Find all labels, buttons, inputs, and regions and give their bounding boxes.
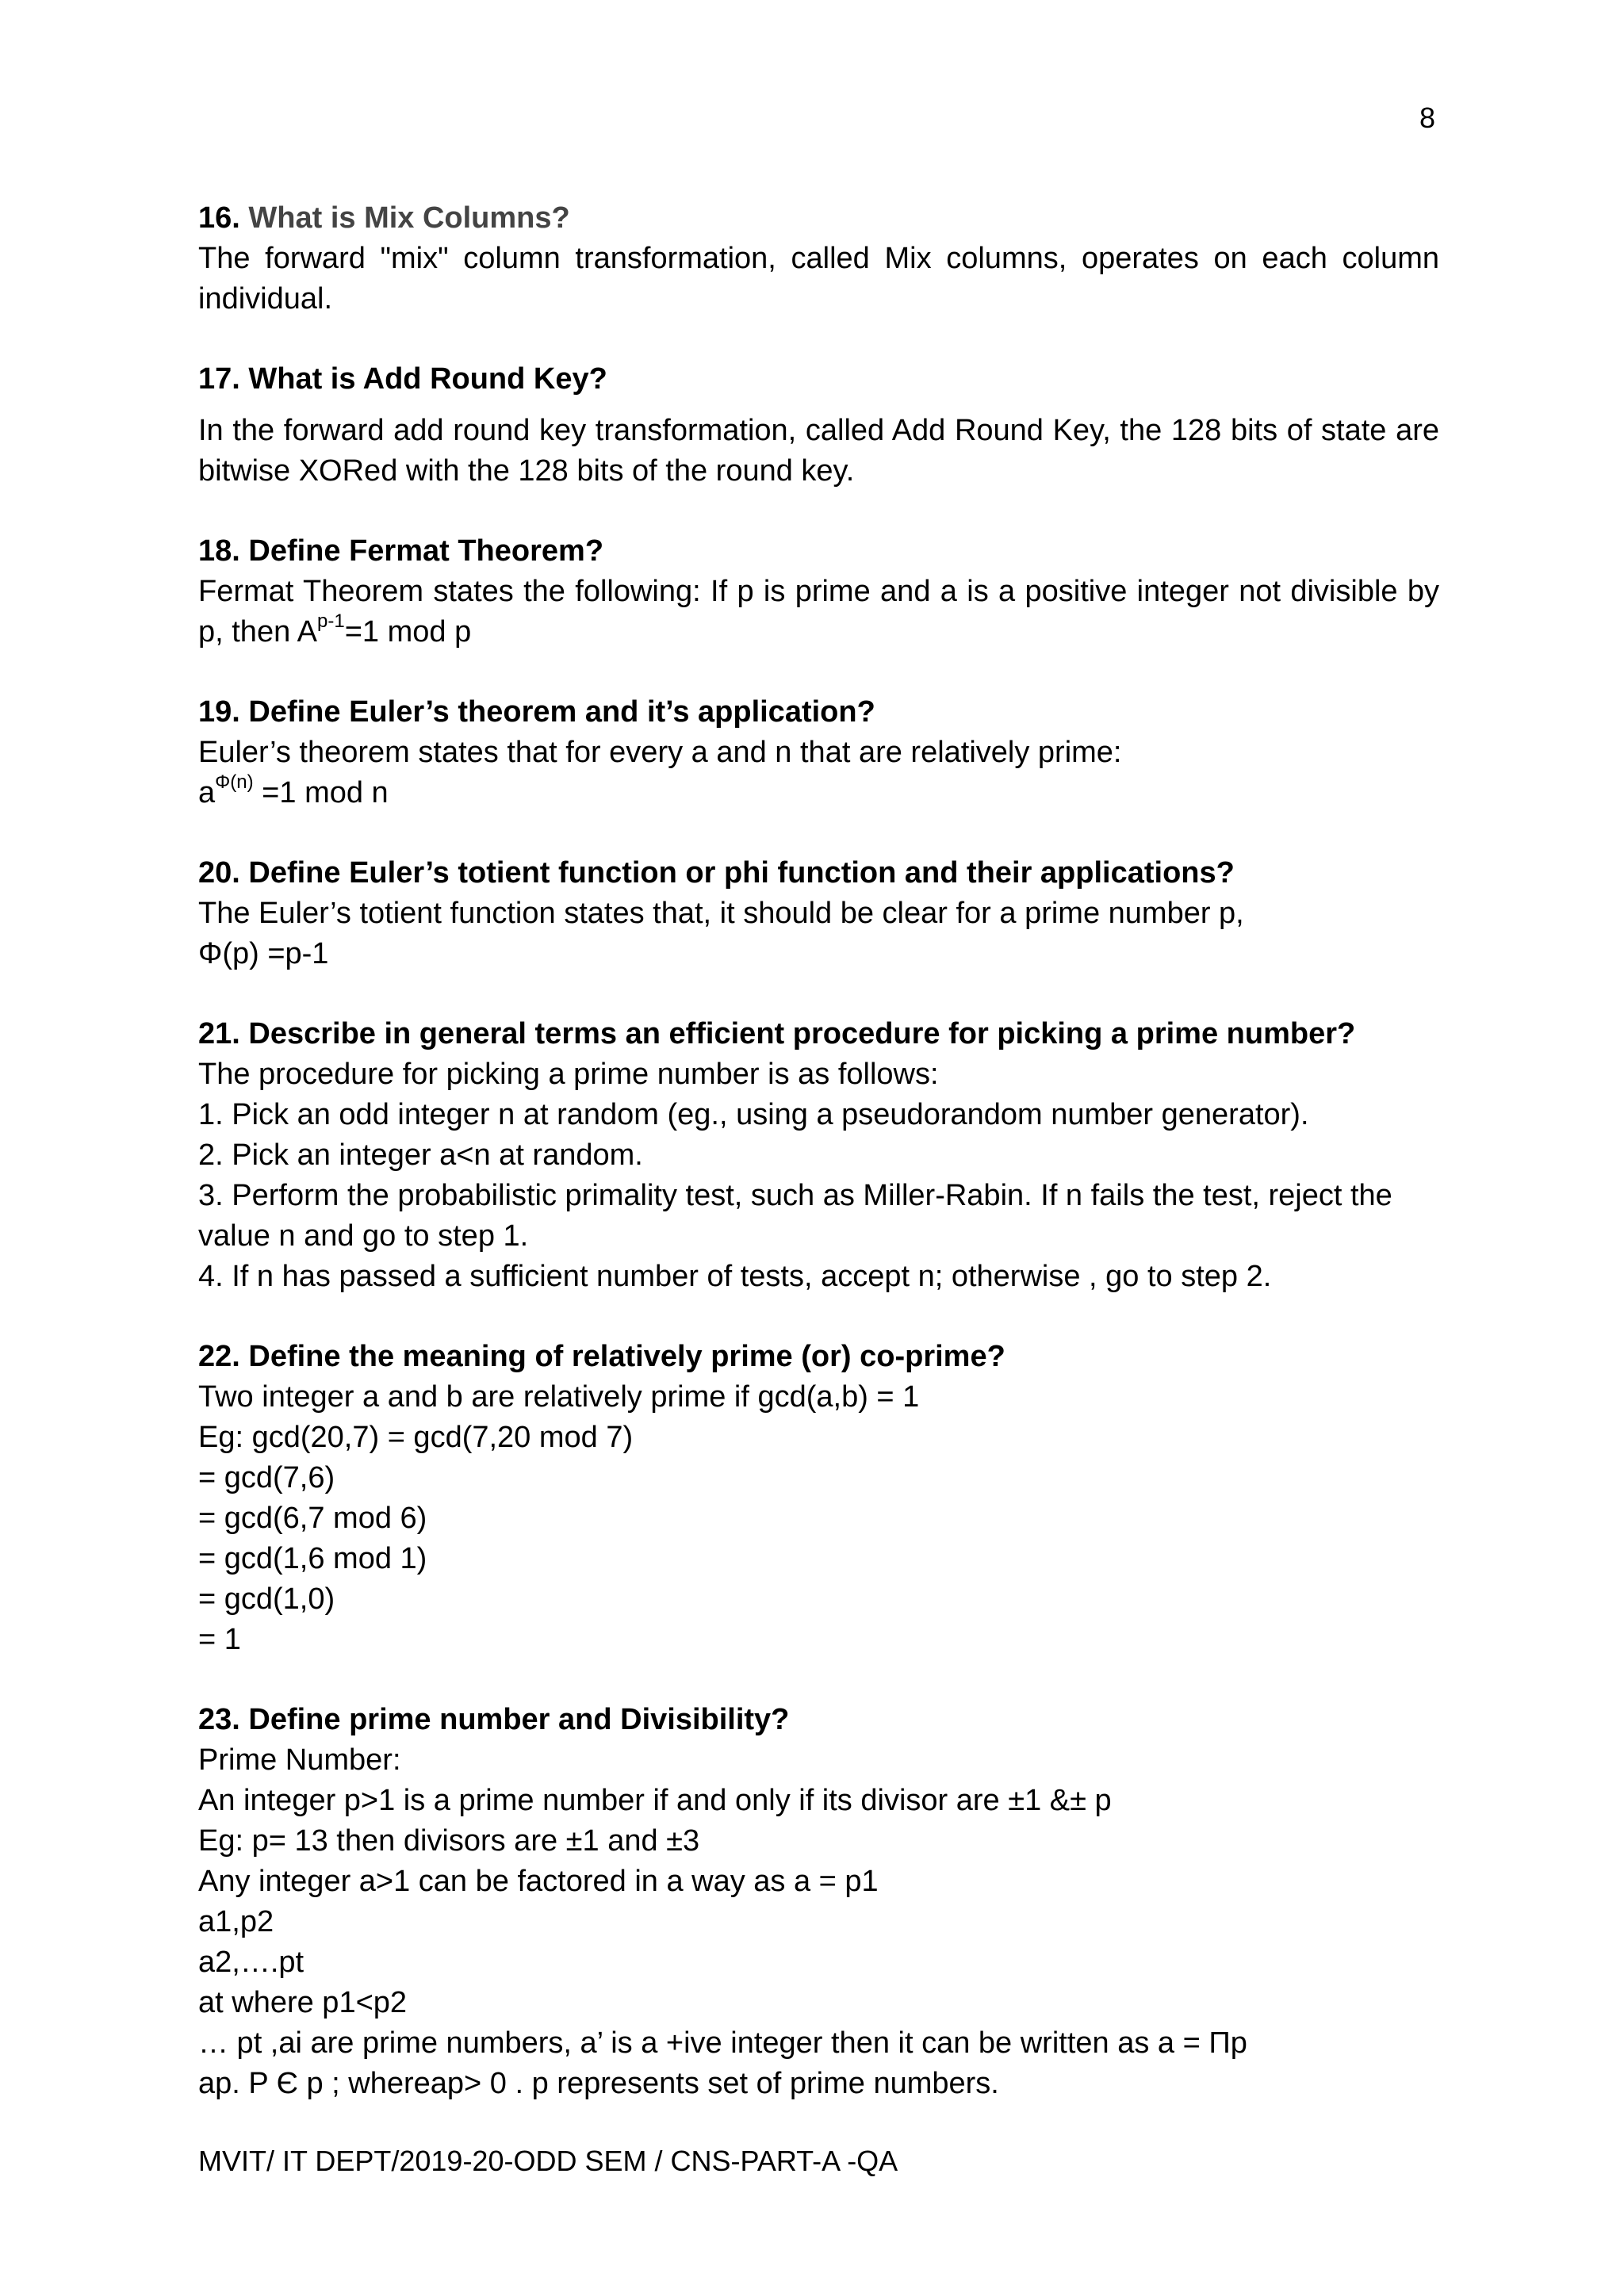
answer-19-rest: =1 mod n [253, 776, 389, 809]
question-23-title: 23. Define prime number and Divisibility? [198, 1703, 790, 1736]
answer-19-formula [198, 773, 1439, 813]
answer-20-formula: Φ(p) =p-1 [198, 937, 329, 970]
answer-21-step: 3. Perform the probabilistic primality test, such as Miller-Rabin. If n fails the test, reject the value n and go to step 1. [198, 1179, 1392, 1253]
answer-21-step: 1. Pick an odd integer n at random (eg., using a pseudorandom number generator). [198, 1098, 1309, 1131]
question-16-text: What is Mix Columns? [248, 201, 570, 235]
answer-18-text: Fermat Theorem states the following: If p is prime and a is a positive integer not divisible by p, then A [198, 575, 1439, 649]
answer-23-line: Any integer a>1 can be factored in a way as a = p1 [198, 1865, 879, 1898]
question-16 [198, 198, 1439, 320]
answer-22-line: = gcd(1,6 mod 1) [198, 1542, 427, 1575]
answer-18 [198, 572, 1439, 652]
answer-23-line: … pt ,ai are prime numbers, a’ is a +ive integer then it can be written as a = Πp [198, 2026, 1247, 2060]
answer-19-base: a [198, 776, 216, 809]
answer-23-line: at where p1<p2 [198, 1986, 408, 2019]
question-22 [198, 1337, 1439, 1660]
answer-20-line: The Euler’s totient function states that, it should be clear for a prime number p, [198, 897, 1244, 930]
answer-18-text-end: =1 mod p [344, 615, 472, 649]
answer-22-line: = 1 [198, 1623, 241, 1656]
question-16-title [198, 198, 1439, 239]
answer-18-exponent: p-1 [317, 610, 345, 633]
answer-19-line: Euler’s theorem states that for every a and n that are relatively prime: [198, 736, 1122, 769]
answer-16: The forward "mix" column transformation, called Mix columns, operates on each column individual. [198, 242, 1439, 316]
page-number: 8 [1419, 101, 1435, 134]
question-16-number: 16. [198, 201, 249, 235]
answer-21-intro: The procedure for picking a prime number is as follows: [198, 1058, 939, 1091]
question-20 [198, 853, 1439, 974]
question-21-title: 21. Describe in general terms an efficient procedure for picking a prime number? [198, 1017, 1356, 1050]
answer-21-step: 2. Pick an integer a<n at random. [198, 1138, 643, 1172]
answer-22-line: Two integer a and b are relatively prime if gcd(a,b) = 1 [198, 1380, 920, 1414]
answer-22-line: = gcd(7,6) [198, 1461, 335, 1494]
answer-22-line: = gcd(6,7 mod 6) [198, 1502, 427, 1535]
answer-19-exponent: Φ(n) [215, 771, 254, 794]
answer-23-line: An integer p>1 is a prime number if and only if its divisor are ±1 &± p [198, 1784, 1112, 1817]
answer-23-line: a1,p2 [198, 1905, 274, 1938]
answer-23-line: a2,….pt [198, 1946, 304, 1979]
answer-23-line: Prime Number: [198, 1743, 401, 1777]
answer-22-line: = gcd(1,0) [198, 1582, 335, 1616]
question-21 [198, 1014, 1439, 1297]
page-footer: MVIT/ IT DEPT/2019-20-ODD SEM / CNS-PART-A -QA [198, 2145, 898, 2177]
question-22-title: 22. Define the meaning of relatively prime (or) co-prime? [198, 1340, 1005, 1373]
question-18 [198, 531, 1439, 652]
question-17-title: 17. What is Add Round Key? [198, 362, 607, 396]
question-18-title: 18. Define Fermat Theorem? [198, 534, 604, 568]
answer-23-line: ap. P Є p ; whereap> 0 . p represents set of prime numbers. [198, 2067, 999, 2100]
answer-17: In the forward add round key transformation, called Add Round Key, the 128 bits of state are bitwise XORed with the 128 bits of the round key. [198, 414, 1439, 488]
answer-21-step: 4. If n has passed a sufficient number of tests, accept n; otherwise , go to step 2. [198, 1260, 1272, 1293]
question-23 [198, 1700, 1439, 2104]
question-20-title: 20. Define Euler’s totient function or phi function and their applications? [198, 856, 1235, 890]
question-17 [198, 359, 1439, 492]
answer-23-line: Eg: p= 13 then divisors are ±1 and ±3 [198, 1824, 700, 1858]
question-19 [198, 692, 1439, 813]
question-19-title: 19. Define Euler’s theorem and it’s application? [198, 695, 875, 729]
page-content [198, 198, 1439, 2144]
answer-22-line: Eg: gcd(20,7) = gcd(7,20 mod 7) [198, 1421, 634, 1454]
